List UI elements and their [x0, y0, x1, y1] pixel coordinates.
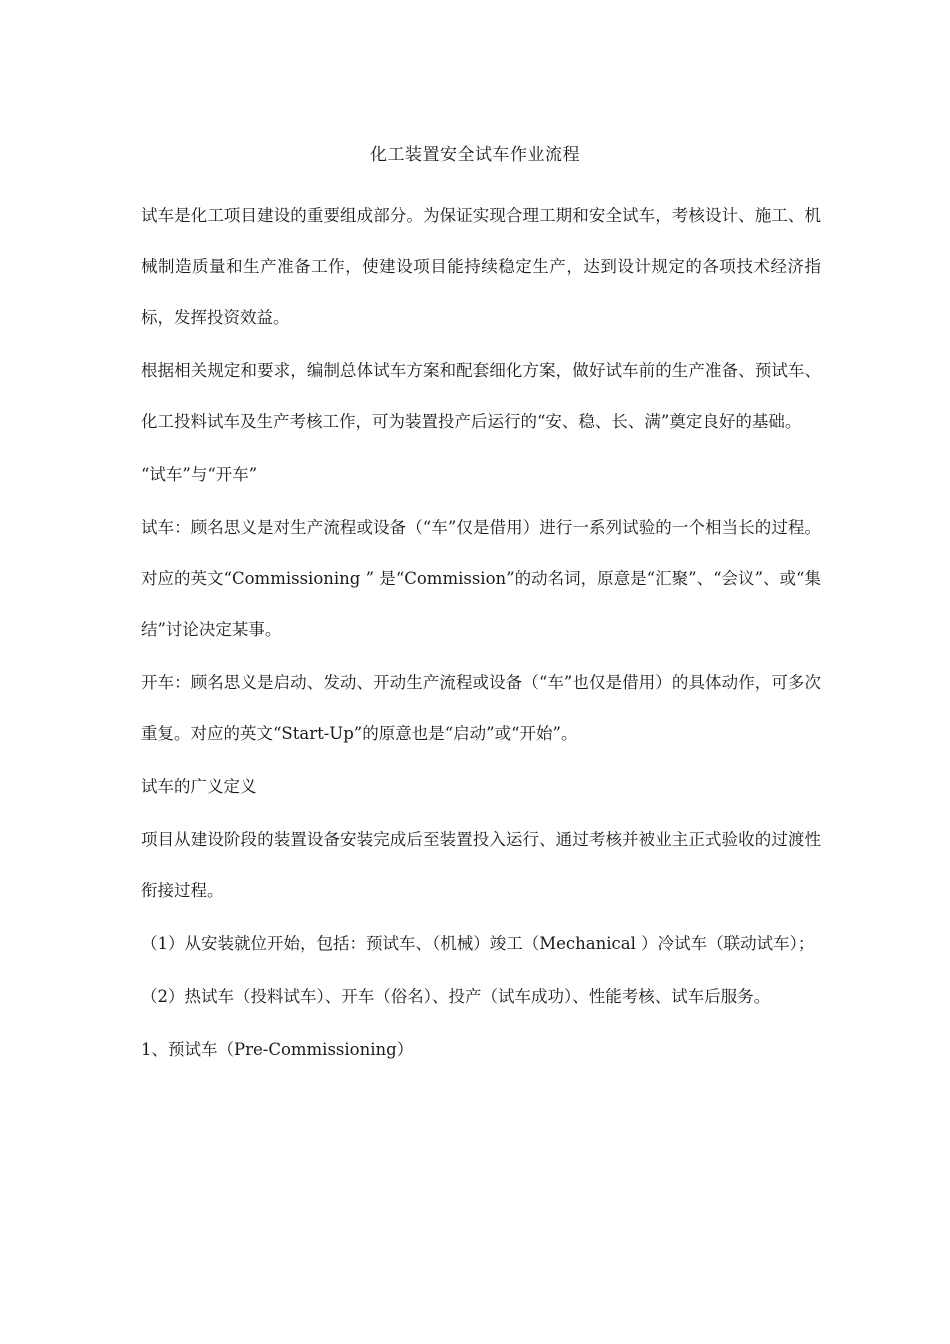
- paragraph-intro: 试车是化工项目建设的重要组成部分。为保证实现合理工期和安全试车，考核设计、施工、机械制造质量和生产准备工作，使建设项目能持续稳定生产，达到设计规定的各项技术经济指标，发挥投资效益。: [141, 206, 821, 327]
- section-heading-pre-commissioning: 1、预试车（Pre-Commissioning）: [141, 1040, 414, 1059]
- paragraph-broad-definition: 项目从建设阶段的装置设备安装完成后至装置投入运行、通过考核并被业主正式验收的过渡性衔接过程。: [141, 830, 821, 900]
- list-item-1: （1）从安装就位开始，包括：预试车、（机械）竣工（Mechanical ）冷试车（联动试车）；: [141, 934, 815, 953]
- section-heading-broad-definition: 试车的广义定义: [141, 777, 257, 796]
- document-body: [141, 190, 821, 1077]
- list-item-2: （2）热试车（投料试车）、开车（俗名）、投产（试车成功）、性能考核、试车后服务。: [141, 987, 771, 1006]
- section-heading-trial-vs-start: “试车”与“开车”: [141, 465, 258, 484]
- paragraph-requirements: 根据相关规定和要求，编制总体试车方案和配套细化方案，做好试车前的生产准备、预试车、化工投料试车及生产考核工作，可为装置投产后运行的“安、稳、长、满”奠定良好的基础。: [141, 361, 821, 431]
- paragraph-startup-definition: 开车：顾名思义是启动、发动、开动生产流程或设备（“车”也仅是借用）的具体动作，可多次重复。对应的英文“Start-Up”的原意也是“启动”或“开始”。: [141, 673, 821, 743]
- paragraph-trial-definition: 试车：顾名思义是对生产流程或设备（“车”仅是借用）进行一系列试验的一个相当长的过程。对应的英文“Commissioning ” 是“Commission”的动名词，原意是“汇聚”、“会议”、或“集结”讨论决定某事。: [141, 518, 821, 639]
- document-title: 化工装置安全试车作业流程: [370, 145, 580, 165]
